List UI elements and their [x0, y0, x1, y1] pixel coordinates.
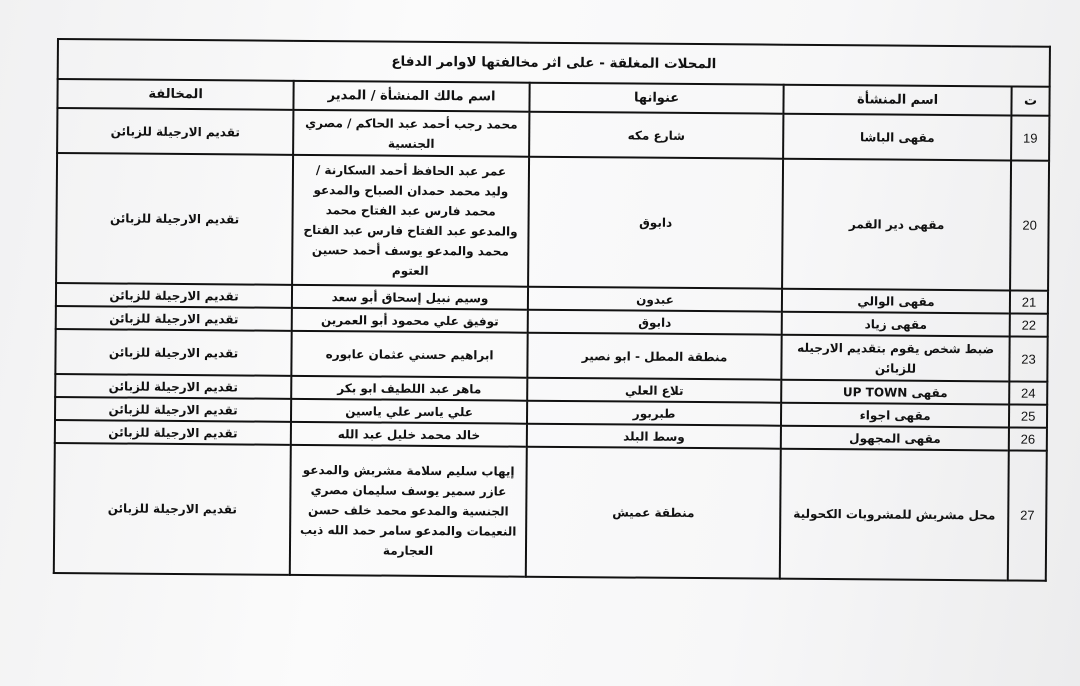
row-name: ضبط شخص يقوم بتقديم الارجيله للزبائن: [781, 335, 1009, 382]
document-page: [53, 38, 1053, 582]
row-violation: تقديم الارجيلة للزبائن: [55, 329, 291, 376]
row-violation: تقديم الارجيلة للزبائن: [56, 306, 292, 331]
row-num: 23: [1009, 336, 1047, 381]
row-num: 24: [1009, 381, 1047, 404]
row-address: وسط البلد: [527, 424, 781, 449]
row-violation: تقديم الارجيلة للزبائن: [57, 108, 293, 155]
row-num: 26: [1009, 427, 1047, 450]
row-violation: تقديم الارجيلة للزبائن: [56, 283, 292, 308]
row-address: منطقة عميش: [526, 447, 781, 579]
row-owner: محمد رجب أحمد عبد الحاكم / مصري الجنسية: [293, 110, 529, 157]
row-name: مقهى UP TOWN: [781, 380, 1009, 405]
row-address: دابوق: [528, 310, 782, 335]
row-num: 20: [1010, 160, 1049, 290]
row-violation: تقديم الارجيلة للزبائن: [55, 374, 291, 399]
row-num: 21: [1010, 290, 1048, 313]
row-address: عبدون: [528, 287, 782, 312]
header-violation: المخالفة: [57, 79, 293, 110]
row-owner: عمر عبد الحافظ أحمد السكارنة / وليد محمد حمدان الصباح والمدعو محمد فارس عبد الفتاح محمد والمدعو عبد الفتاح فارس عبد الفتاح محمد والمدعو يوسف أحمد حسين العتوم: [292, 155, 529, 287]
row-num: 22: [1010, 313, 1048, 336]
table-row: [55, 329, 1047, 382]
row-name: مقهى دير القمر: [782, 159, 1011, 291]
table-row: [57, 108, 1049, 161]
row-owner: إيهاب سليم سلامة مشربش والمدعو عازر سمير يوسف سليمان مصري الجنسية والمدعو محمد خلف حسن النعيمات والمدعو سامر حمد الله ذيب العجارمة: [290, 445, 527, 577]
row-address: تلاع العلي: [527, 378, 781, 403]
row-num: 25: [1009, 404, 1047, 427]
row-address: شارع مكه: [529, 112, 783, 159]
row-violation: تقديم الارجيلة للزبائن: [55, 420, 291, 445]
header-owner: اسم مالك المنشأة / المدير: [294, 81, 530, 112]
row-owner: وسيم نبيل إسحاق أبو سعد: [292, 285, 528, 310]
row-address: دابوق: [528, 157, 783, 289]
row-violation: تقديم الارجيلة للزبائن: [55, 397, 291, 422]
header-num: ت: [1011, 86, 1049, 115]
row-owner: خالد محمد خليل عبد الله: [291, 422, 527, 447]
closed-shops-table: [53, 38, 1051, 582]
row-violation: تقديم الارجيلة للزبائن: [56, 153, 293, 285]
row-violation: تقديم الارجيلة للزبائن: [54, 443, 291, 575]
header-name: اسم المنشأة: [783, 85, 1011, 116]
row-name: مقهى الباشا: [783, 114, 1011, 161]
row-num: 19: [1011, 115, 1049, 160]
table-row: [54, 443, 1047, 581]
table-title: المحلات المغلقة - على اثر مخالفتها لاوامر الدفاع: [58, 39, 1050, 87]
row-owner: ابراهيم حسني عثمان عابوره: [291, 331, 527, 378]
row-name: مقهى المجهول: [781, 426, 1009, 451]
row-name: مقهى زياد: [782, 312, 1010, 337]
table-row: [56, 153, 1049, 291]
row-num: 27: [1008, 450, 1047, 580]
row-name: مقهى اجواء: [781, 403, 1009, 428]
row-name: مقهى الوالي: [782, 289, 1010, 314]
row-owner: توفيق علي محمود أبو العمرين: [292, 308, 528, 333]
row-address: منطقة المطل - ابو نصير: [527, 333, 781, 380]
row-owner: ماهر عبد اللطيف ابو بكر: [291, 376, 527, 401]
header-address: عنوانها: [529, 83, 783, 114]
row-owner: علي ياسر علي ياسين: [291, 399, 527, 424]
row-address: طبربور: [527, 401, 781, 426]
row-name: محل مشربش للمشروبات الكحولية: [780, 449, 1009, 581]
